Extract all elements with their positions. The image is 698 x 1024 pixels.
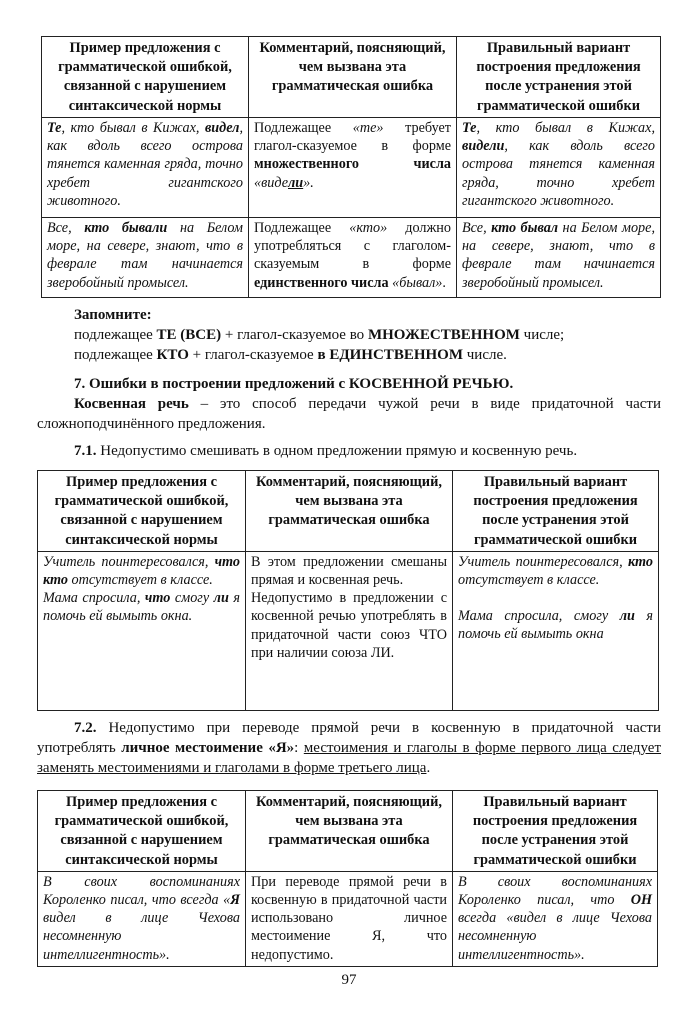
comment-cell: Подлежащее «кто» должно употребляться с глаголом-сказуемым в форме единственного числа «бывал». xyxy=(249,218,457,298)
header-correct-variant: Правильный вариант построения предложения после устранения этой грамматической ошибки xyxy=(453,471,659,552)
page-number: 97 xyxy=(341,972,357,988)
section-7-heading: 7. Ошибки в построении предложений с КОСВЕННОЙ РЕЧЬЮ. xyxy=(74,376,514,392)
table-personal-pronoun xyxy=(37,790,658,967)
correct-variant-cell: Те, кто бывал в Кижах, видели, как вдоль всего острова тянется каменная гряда, точно хребет гигантского животного. xyxy=(457,118,661,218)
remember-rule-1: подлежащее ТЕ (ВСЕ) + глагол-сказуемое во МНОЖЕСТВЕННОМ числе; xyxy=(74,327,565,343)
table-header-row xyxy=(38,471,659,552)
header-wrong-example: Пример предложения с грамматической ошибкой, связанной с нарушением синтаксической нормы xyxy=(42,37,249,118)
correct-variant-cell: Учитель поинтересовался, кто отсутствует в классе. Мама спросила, смогу ли я помочь ей вымыть окна xyxy=(453,551,659,710)
comment-cell: При переводе прямой речи в косвенную в придаточной части использовано личное местоимение Я, что недопустимо. xyxy=(246,871,453,966)
header-comment: Комментарий, поясняющий, чем вызвана эта грамматическая ошибка xyxy=(246,471,453,552)
table-row xyxy=(38,871,658,966)
correct-variant-cell: Все, кто бывал на Белом море, на севере, знают, что в феврале там начинается зверобойный промысел. xyxy=(457,218,661,298)
header-wrong-example: Пример предложения с грамматической ошибкой, связанной с нарушением синтаксической нормы xyxy=(38,791,246,872)
table-header-row xyxy=(42,37,661,118)
comment-cell: Подлежащее «те» требует глагол-сказуемое в форме множественного числа «видели». xyxy=(249,118,457,218)
remember-rule-2: подлежащее КТО + глагол-сказуемое в ЕДИНСТВЕННОМ числе. xyxy=(74,347,507,363)
wrong-example-cell: В своих воспоминаниях Короленко писал, что всегда «Я видел в лице Чехова несомненную интеллигентность». xyxy=(38,871,246,966)
section-7-1: 7.1. Недопустимо смешивать в одном предложении прямую и косвенную речь. xyxy=(74,443,578,459)
table-subject-predicate xyxy=(41,36,661,298)
correct-variant-cell: В своих воспоминаниях Короленко писал, что ОН всегда «видел в лице Чехова несомненную интеллигентность». xyxy=(453,871,658,966)
remember-block xyxy=(74,305,664,365)
remember-title: Запомните: xyxy=(74,307,152,323)
section-7-2: 7.2. Недопустимо при переводе прямой речи в косвенную в придаточной части употреблять личное местоимение «Я»: местоимения и глаголы в форме первого лица следует заменять местоимениями и глаголами в форме третьего лица. xyxy=(37,720,662,776)
wrong-example-cell: Все, кто бывали на Белом море, на севере, знают, что в феврале там начинается зверобойный промысел. xyxy=(42,218,249,298)
section-7 xyxy=(37,374,661,434)
section-7-definition: Косвенная речь – это способ передачи чужой речи в виде придаточной части сложноподчинённого предложения. xyxy=(37,396,661,432)
table-direct-indirect-speech xyxy=(37,470,659,711)
comment-cell: В этом предложении смешаны прямая и косвенная речь. Недопустимо в предложении с косвенной речью употреблять в придаточной части союз ЧТО при наличии союза ЛИ. xyxy=(246,551,453,710)
table-row xyxy=(42,218,661,298)
table-row xyxy=(38,551,659,710)
table-header-row xyxy=(38,791,658,872)
header-wrong-example: Пример предложения с грамматической ошибкой, связанной с нарушением синтаксической нормы xyxy=(38,471,246,552)
header-comment: Комментарий, поясняющий, чем вызвана эта грамматическая ошибка xyxy=(246,791,453,872)
table-row xyxy=(42,118,661,218)
wrong-example-cell: Учитель поинтересовался, что кто отсутствует в классе. Мама спросила, что смогу ли я помочь ей вымыть окна. xyxy=(38,551,246,710)
wrong-example-cell: Те, кто бывал в Кижах, видел, как вдоль всего острова тянется каменная гряда, точно хребет гигантского животного. xyxy=(42,118,249,218)
header-correct-variant: Правильный вариант построения предложения после устранения этой грамматической ошибки xyxy=(457,37,661,118)
header-correct-variant: Правильный вариант построения предложения после устранения этой грамматической ошибки xyxy=(453,791,658,872)
header-comment: Комментарий, поясняющий, чем вызвана эта грамматическая ошибка xyxy=(249,37,457,118)
